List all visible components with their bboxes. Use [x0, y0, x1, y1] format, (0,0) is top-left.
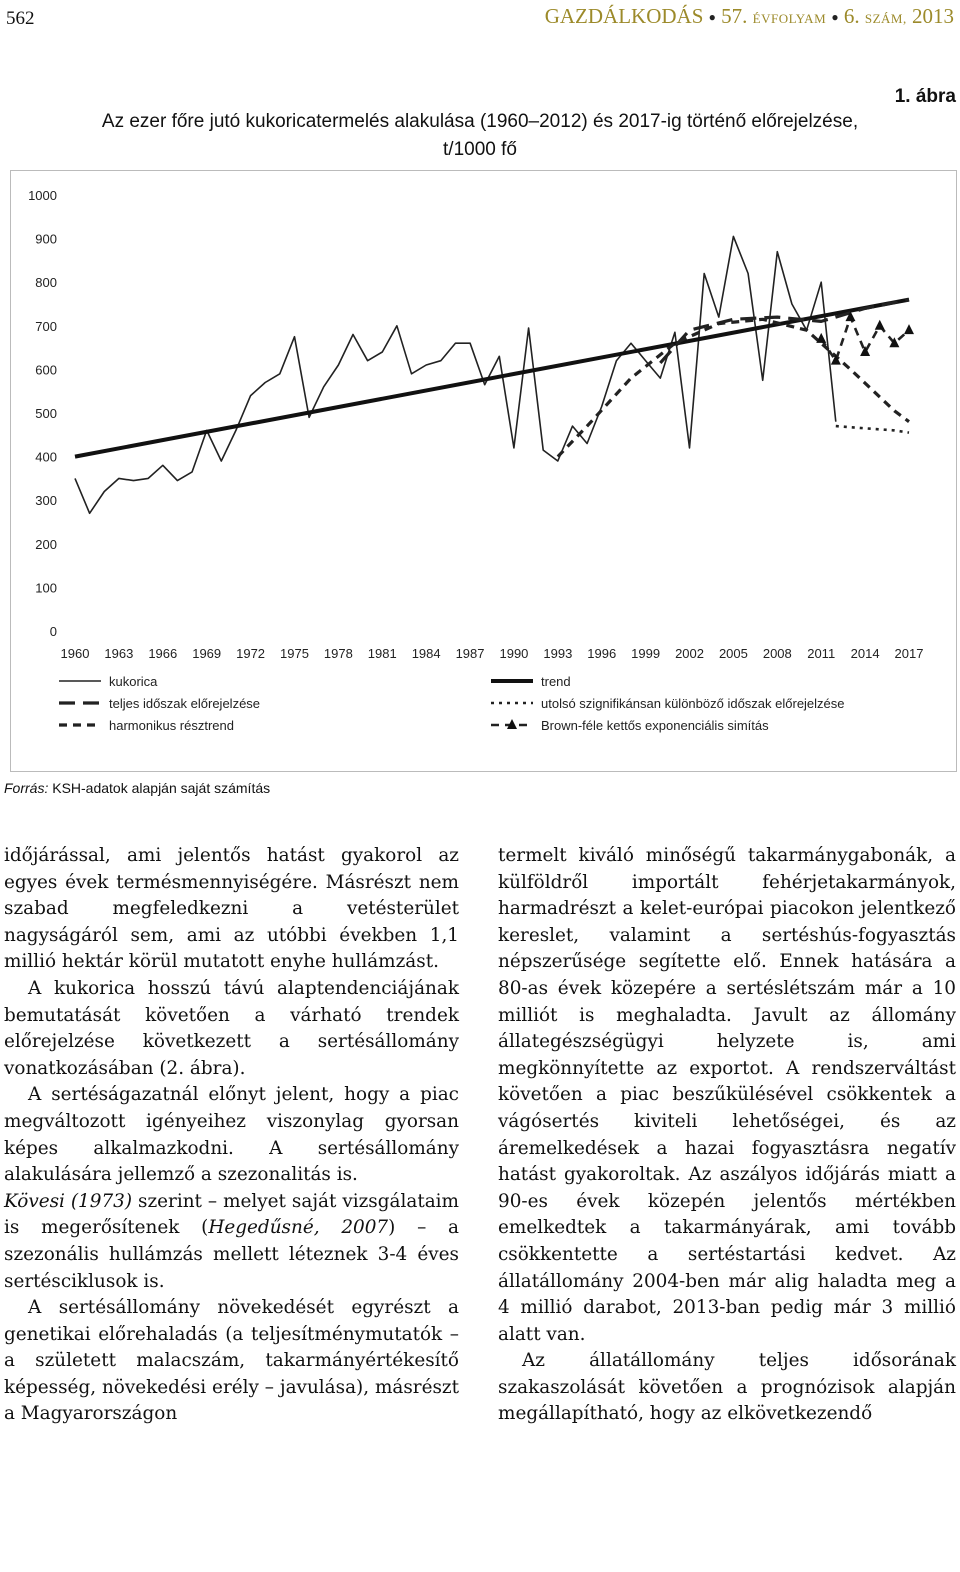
x-tick-label: 2014 [850, 646, 880, 661]
volume-word: ÉVFOLYAM [752, 11, 827, 26]
x-tick-label: 1963 [104, 646, 134, 661]
x-tick-label: 1990 [499, 646, 529, 661]
y-tick-label: 1000 [28, 188, 57, 203]
figure-source [4, 780, 270, 796]
volume-number: 57. [721, 4, 748, 28]
citation: Hegedűsné, 2007 [208, 1217, 389, 1239]
x-tick-label: 1984 [411, 646, 441, 661]
data-point-triangle [816, 333, 826, 343]
figure-title-line1: Az ezer főre jutó kukoricatermelés alakulása (1960–2012) és 2017-ig történő előrejelzése, [101, 111, 859, 132]
x-tick-label: 1978 [323, 646, 353, 661]
series-line-utolsó-szignifikánsan-különböző-időszak-előrejelzése [836, 426, 909, 433]
paragraph: A sertéságazatnál előnyt jelent, hogy a piac megváltozott igényeihez viszonylag gyorsan képes alkalmazkodni. A sertésállomány alakulására jellemző a szezonalitás is. [4, 1084, 459, 1186]
y-tick-label: 600 [35, 362, 57, 378]
body-column-left [4, 843, 459, 1428]
x-tick-label: 1975 [280, 646, 309, 661]
y-tick-label: 800 [35, 275, 57, 291]
line-chart [11, 171, 956, 771]
x-tick-label: 1972 [236, 646, 266, 661]
y-tick-label: 900 [35, 231, 57, 247]
x-tick-label: 1999 [631, 646, 661, 661]
page-number: 562 [6, 8, 35, 29]
text-span: szerint – melyet saját vizsgálataim is megerősítenek ( [4, 1190, 459, 1239]
series-line-kukorica [75, 236, 836, 513]
figure-title [0, 108, 960, 164]
source-label: Forrás: [4, 780, 49, 796]
x-tick-label: 2005 [718, 646, 748, 661]
data-point-triangle [875, 320, 885, 330]
journal-header [545, 4, 954, 29]
y-tick-label: 300 [35, 493, 57, 509]
x-tick-label: 1969 [192, 646, 222, 661]
y-tick-label: 700 [35, 318, 57, 334]
x-tick-label: 1960 [60, 646, 90, 661]
figure-title-line2: t/1000 fő [443, 139, 517, 160]
paragraph: A sertésállomány növekedését egyrészt a genetikai előrehaladás (a teljesítménymutatók – a született malacszám, takarmányértékesítő képesség, növekedési erély – javulása), másrészt a Magyarországon [4, 1297, 459, 1425]
y-tick-label: 100 [35, 580, 57, 596]
x-tick-label: 1987 [455, 646, 485, 661]
x-tick-label: 1996 [587, 646, 617, 661]
x-tick-label: 1981 [367, 646, 397, 661]
legend-label: trend [541, 674, 571, 689]
bullet-icon: ● [708, 10, 716, 24]
x-tick-label: 1993 [543, 646, 573, 661]
x-tick-label: 2002 [675, 646, 704, 661]
series-line-harmonikus-résztrend [558, 319, 909, 456]
body-column-right [498, 843, 956, 1428]
source-text: KSH-adatok alapján saját számítás [48, 780, 271, 796]
y-tick-label: 500 [35, 406, 57, 421]
issue-word: SZÁM, [864, 11, 907, 26]
x-tick-label: 1966 [148, 646, 178, 661]
figure-number: 1. ábra [894, 86, 956, 107]
y-tick-label: 200 [35, 536, 57, 552]
year: 2013 [912, 4, 954, 28]
running-header [0, 0, 960, 44]
paragraph [4, 1189, 459, 1295]
issue-number: 6. [843, 4, 860, 28]
legend-label: teljes időszak előrejelzése [109, 696, 261, 711]
x-tick-label: 2008 [762, 646, 792, 661]
text-span: ) – a szezonális hullámzás mellett léteznek 3-4 éves sertésciklusok is. [4, 1217, 459, 1292]
x-tick-label: 2017 [894, 646, 924, 661]
legend-label: utolsó szignifikánsan különböző időszak előrejelzése [541, 696, 845, 711]
chart-frame [10, 170, 957, 772]
y-tick-label: 0 [49, 624, 57, 639]
legend-label: harmonikus résztrend [109, 718, 234, 733]
paragraph: időjárással, ami jelentős hatást gyakorol az egyes évek termésmennyiségére. Másrészt nem szabad megfeledkezni a vetésterület nagyságáról sem, ami az utóbbi években 1,1 millió hektár körül mutatott enyhe hullámzást. [4, 845, 459, 973]
paragraph: A kukorica hosszú távú alaptendenciájának bemutatását követően a várható trendek előrejelzése következett a sertésállomány vonatkozásában (2. ábra). [4, 977, 459, 1079]
paragraph: Az állatállomány teljes idősorának szakaszolását követően a prognózisok alapján megállapítható, hogy az elkövetkezendő [498, 1350, 956, 1425]
x-tick-label: 2011 [807, 646, 836, 661]
bullet-icon: ● [831, 10, 839, 24]
legend-label: kukorica [109, 674, 158, 689]
paragraph: termelt kiváló minőségű takarmánygabonák, a külföldről importált fehérjetakarmányok, harmadrészt a kelet-európai piacokon jelentkező kereslet, valamint a sertéshús-fogyasztás népszerűsége segítette elő. Ennek hatására a 80-as évek közepére a sertéslétszám már a 10 milliót is meghaladta. Javult az állomány állategészségügyi helyzete is, ami megkönnyítette az exportot. A rendszerváltást követően a piac beszűkülésével csökkentek a vágósertés kiviteli lehetőségei, és az áremelkedések a hazai fogyasztásra negatív hatást gyakoroltak. Az aszályos időjárás miatt a 90-es évek közepén jelentős mértékben emelkedtek a takarmányárak, ami tovább csökkentette a sertéstartási kedvet. Az állatállomány 2004-ben már alig haladta meg a 4 millió darabot, 2013-ban pedig már 3 millió alatt van. [498, 845, 956, 1345]
data-point-triangle [904, 324, 914, 334]
journal-name: GAZDÁLKODÁS [544, 4, 704, 28]
y-tick-label: 400 [35, 449, 57, 465]
series-line-trend [75, 300, 909, 457]
citation: Kövesi (1973) [4, 1190, 133, 1212]
legend-label: Brown-féle kettős exponenciális simítás [541, 718, 769, 733]
